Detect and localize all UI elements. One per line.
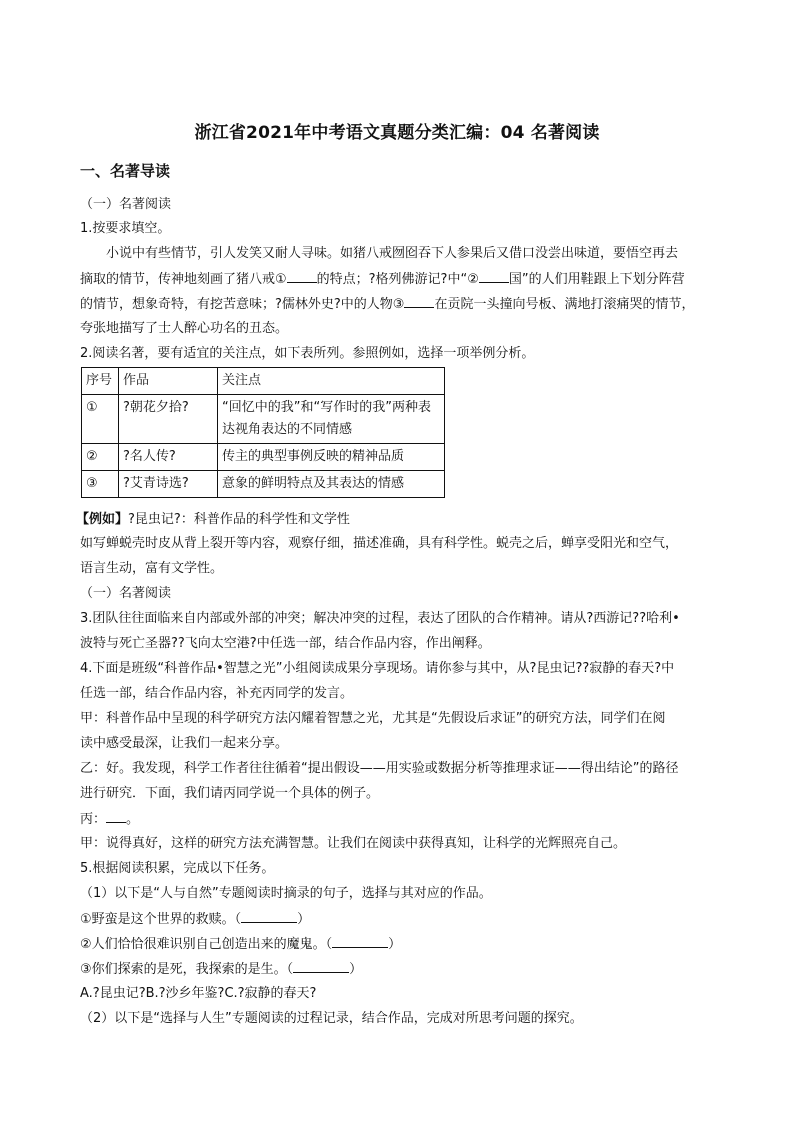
q5-item-c-text: ③你们探索的是死，我探索的是生。（ [80,962,294,977]
example-line [76,511,350,529]
cell-no: ① [82,395,119,444]
focus-table [81,367,445,498]
q5-item-a [80,910,310,929]
q1-text-c: 国”的人们用鞋跟上下划分阵营 [508,272,685,287]
question-5-2: （2）以下是“选择与人生”专题阅读的过程记录，结合作品，完成对所思考问题的探究。 [80,1011,583,1026]
cell-work: ?艾青诗选? [119,471,218,498]
page-title: 浙江省2021年中考语文真题分类汇编：04 名著阅读 [194,123,600,143]
q1-line-3 [80,295,694,314]
q1-text-d: 的情节，想象奇特，有挖苦意味；?儒林外史?中的人物③ [80,297,405,312]
table-row [82,471,445,498]
cell-no: ③ [82,471,119,498]
question-1: 1.按要求填空。 [80,221,171,236]
cell-work: ?朝花夕拾? [119,395,218,444]
answer-blank-2[interactable] [479,270,509,283]
table-row [82,395,445,444]
answer-blank-1[interactable] [287,270,317,283]
subsection-heading-2: （一）名著阅读 [80,586,172,601]
q1-line-2 [80,270,685,289]
bing-end: 。 [126,812,140,827]
dialogue-jia-1b: 读中感受最深，让我们一起来分享。 [80,736,289,751]
answer-options: A.?昆虫记?B.?沙乡年鉴?C.?寂静的春天? [80,986,317,1001]
q5-item-b-text: ②人们恰恰很难识别自己创造出来的魔鬼。（ [80,937,333,952]
q1-line-4: 夸张地描写了士人醉心功名的丑态。 [80,321,289,336]
q5-item-b [80,935,401,954]
close-paren-c: ） [349,962,363,977]
cell-work: ?名人传? [119,444,218,471]
answer-blank-b[interactable] [332,935,388,948]
dialogue-jia-2: 甲：说得真好，这样的研究方法充满智慧。让我们在阅读中获得真知，让科学的光辉照亮自己。 [80,836,627,851]
answer-blank-a[interactable] [241,910,297,923]
question-5: 5.根据阅读积累，完成以下任务。 [80,861,275,876]
q1-text-b: 的特点；?格列佛游记?中“② [316,272,479,287]
example-text-1: 如写蝉蜕壳时皮从背上裂开等内容，观察仔细，描述准确，具有科学性。蜕壳之后，蝉享受阳光和空气， [80,536,679,551]
header-no: 序号 [82,368,119,395]
q1-text-e: 在贡院一头撞向号板、满地打滚痛哭的情节， [434,297,695,312]
close-paren-a: ） [297,912,311,927]
answer-blank-bing[interactable] [106,810,126,823]
header-focus: 关注点 [218,368,445,395]
dialogue-yi-1: 乙：好。我发现，科学工作者往往循着“提出假设——用实验或数据分析等推理求证——得出结论”的路径 [80,761,679,776]
question-2: 2.阅读名著，要有适宜的关注点，如下表所列。参照例如，选择一项举例分析。 [80,346,535,361]
table-header-row [82,368,445,395]
example-label: 【例如】 [76,512,129,527]
cell-focus: 传主的典型事例反映的精神品质 [218,444,445,471]
cell-no: ② [82,444,119,471]
question-4-line-2: 任选一部，结合作品内容，补充丙同学的发言。 [80,686,354,701]
close-paren-b: ） [388,937,402,952]
cell-focus: “回忆中的我”和“写作时的我”两种表达视角表达的不同情感 [218,395,445,444]
section-heading: 一、名著导读 [80,162,171,180]
bing-label: 丙： [80,812,107,827]
table-row [82,444,445,471]
q1-text-a: 摘取的情节，传神地刻画了猪八戒① [80,272,287,287]
q1-line-1: 小说中有些情节，引人发笑又耐人寻味。如猪八戒囫囵吞下人参果后又借口没尝出味道，要悟空再去 [106,246,679,261]
dialogue-jia-1: 甲：科普作品中呈现的科学研究方法闪耀着智慧之光，尤其是“先假设后求证”的研究方法，同学们在阅 [80,711,666,726]
question-4-line-1: 4.下面是班级“科普作品•智慧之光”小组阅读成果分享现场。请你参与其中，从?昆虫记??寂静的春天?中 [80,661,675,676]
header-work: 作品 [119,368,218,395]
answer-blank-3[interactable] [404,295,434,308]
example-title: ?昆虫记?：科普作品的科学性和文学性 [128,512,350,527]
subsection-heading: （一）名著阅读 [80,197,172,212]
example-text-2: 语言生动，富有文学性。 [80,561,224,576]
answer-blank-c[interactable] [293,960,349,973]
question-3-line-2: 波特与死亡圣器??飞向太空港?中任选一部，结合作品内容，作出阐释。 [80,636,491,651]
question-3-line-1: 3.团队往往面临来自内部或外部的冲突；解决冲突的过程，表达了团队的合作精神。请从?西游记??哈利• [80,611,680,626]
dialogue-bing [80,810,139,829]
q5-item-c [80,960,362,979]
dialogue-yi-2: 进行研究．下面，我们请丙同学说一个具体的例子。 [80,786,380,801]
question-5-1: （1）以下是“人与自然”专题阅读时摘录的句子，选择与其对应的作品。 [80,886,492,901]
cell-focus: 意象的鲜明特点及其表达的情感 [218,471,445,498]
q5-item-a-text: ①野蛮是这个世界的救赎。（ [80,912,242,927]
